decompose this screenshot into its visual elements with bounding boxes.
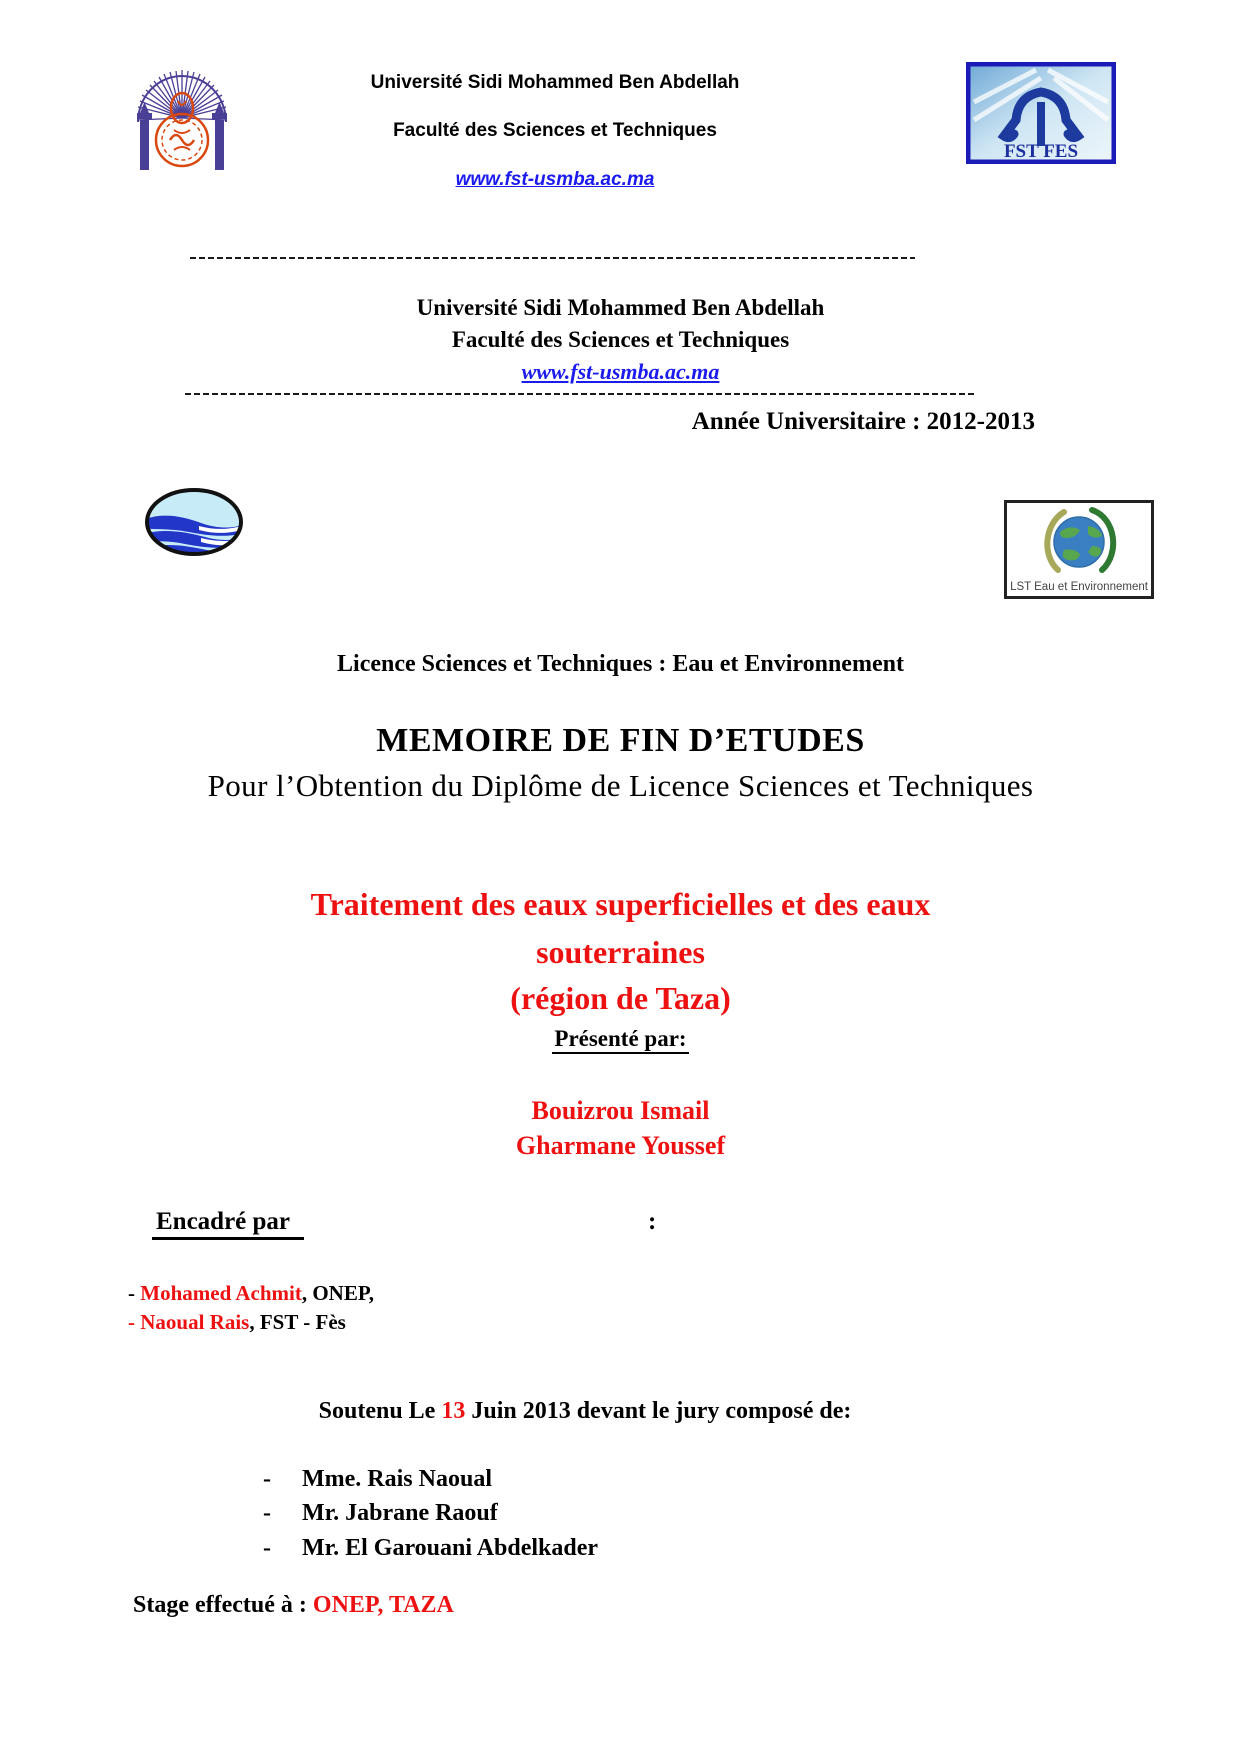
memoire-title: MEMOIRE DE FIN D’ETUDES [376,722,865,759]
internship-line [133,1592,454,1619]
supervisor-1-name: Mohamed Achmit [140,1281,302,1305]
jury-member-1: Mme. Rais Naoual [302,1466,492,1492]
second-university-name: Université Sidi Mohammed Ben Abdellah [416,295,825,320]
dashed-divider-top [190,257,915,259]
supervised-by-colon: : [648,1208,657,1235]
academic-year: Année Universitaire : 2012-2013 [691,408,1035,435]
thesis-title-line2: souterraines [536,934,705,970]
author-name-2: Gharmane Youssef [515,1131,726,1160]
supervisor-row-1 [128,1281,374,1306]
jury-dash-3: - [263,1535,271,1561]
defense-line [0,1398,1170,1425]
dashed-divider-bottom [185,393,975,395]
header-faculty-name: Faculté des Sciences et Techniques [393,120,717,141]
water-oval-logo [143,486,245,558]
jury-dash-1: - [263,1466,271,1492]
thesis-title-line1: Traitement des eaux superficielles et des eaux [310,886,931,922]
internship-location: ONEP, TAZA [312,1592,454,1618]
supervisor-1-affiliation: , ONEP, [301,1281,374,1305]
program-title: Licence Sciences et Techniques : Eau et Environnement [337,651,904,677]
jury-dash-2: - [263,1500,271,1526]
supervisor-2-dash: - [128,1310,141,1334]
second-website-link[interactable]: www.fst-usmba.ac.ma [521,359,720,384]
lst-logo-text: LST Eau et Environnement [1010,581,1148,593]
memoire-subtitle: Pour l’Obtention du Diplôme de Licence Sciences et Techniques [207,768,1034,803]
presented-by-wrap [0,1026,1241,1052]
second-faculty-name: Faculté des Sciences et Techniques [451,327,790,352]
supervisor-row-2 [128,1310,346,1335]
header-university-name: Université Sidi Mohammed Ben Abdellah [370,72,740,93]
lst-eau-environnement-logo [1004,500,1154,599]
fst-fes-logo [966,62,1116,164]
supervisor-1-dash: - [128,1281,141,1305]
jury-member-2: Mr. Jabrane Raouf [302,1500,498,1526]
usmba-emblem-logo [128,56,236,174]
header-website-link[interactable]: www.fst-usmba.ac.ma [455,169,655,190]
second-website-link-wrap [0,359,1241,385]
author-name-1: Bouizrou Ismail [531,1096,710,1125]
thesis-title-line3: (région de Taza) [510,980,731,1016]
defense-date-day: 13 [441,1398,466,1424]
supervisor-2-name: Naoual Rais [140,1310,250,1334]
supervised-by-wrap [152,1208,304,1236]
defense-intro-after: Juin 2013 devant le jury composé de: [465,1398,852,1424]
internship-label: Stage effectué à : [133,1592,313,1618]
jury-member-3: Mr. El Garouani Abdelkader [302,1535,599,1561]
header-website-link-wrap [255,169,855,191]
supervisor-2-affiliation: , FST - Fès [249,1310,346,1334]
supervised-by-label: Encadré par [152,1208,304,1240]
fst-fes-logo-text: FST FES [1003,141,1079,162]
presented-by-label: Présenté par: [552,1026,688,1054]
defense-intro-before: Soutenu Le [318,1398,442,1424]
